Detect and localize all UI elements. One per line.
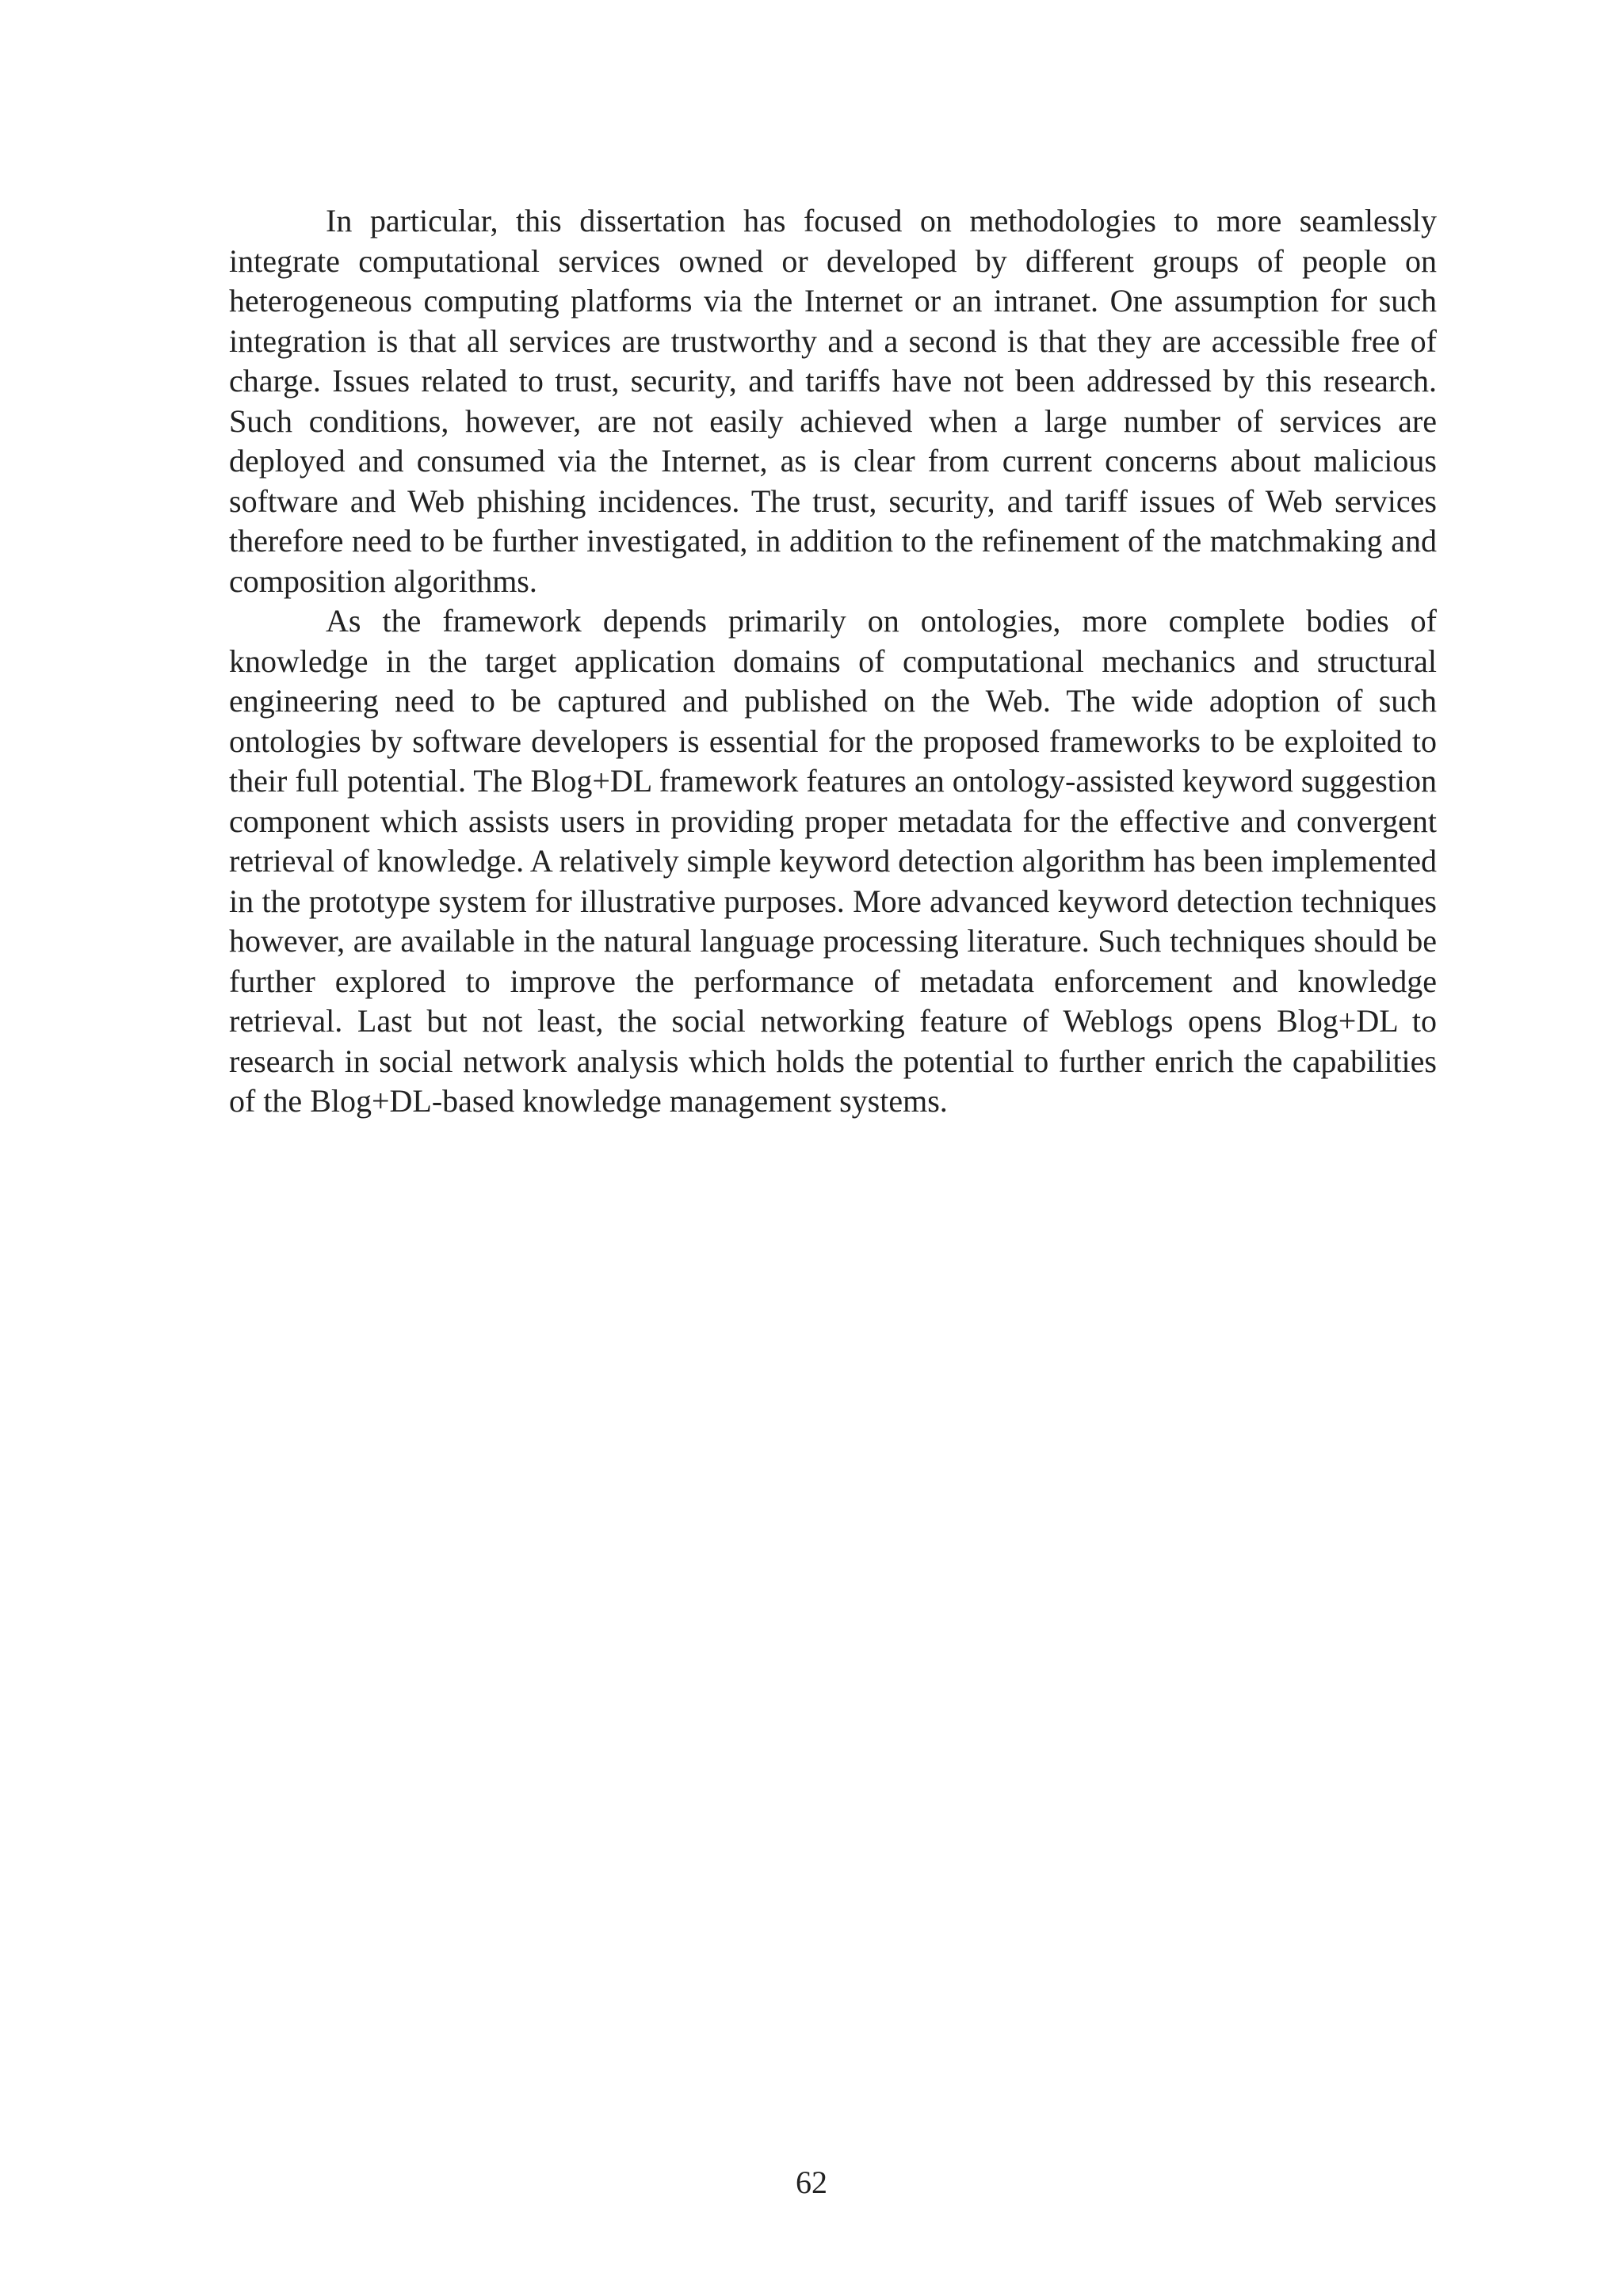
page-number: 62 bbox=[796, 2164, 827, 2200]
paragraph-trust-security: In particular, this dissertation has focused on methodologies to more seamlessly integrate computational services owned or developed by different groups of people on heterogeneous computing platforms via the Internet or an intranet. One assumption for such integration is that all services are trustworthy and a second is that they are accessible free of charge. Issues related to trust, security, and tariffs have not been addressed by this research. Such conditions, however, are not easily achieved when a large number of services are deployed and consumed via the Internet, as is clear from current concerns about malicious software and Web phishing incidences. The trust, security, and tariff issues of Web services therefore need to be further investigated, in addition to the refinement of the matchmaking and composition algorithms. bbox=[229, 203, 1437, 599]
paragraph-ontologies: As the framework depends primarily on ontologies, more complete bodies of knowledge in the target application domains of computational mechanics and structural engineering need to be captured and published on the Web. The wide adoption of such ontologies by software developers is essential for the proposed frameworks to be exploited to their full potential. The Blog+DL framework features an ontology-assisted keyword suggestion component which assists users in providing proper metadata for the effective and convergent retrieval of knowledge. A relatively simple keyword detection algorithm has been implemented in the prototype system for illustrative purposes. More advanced keyword detection techniques however, are available in the natural language processing literature. Such techniques should be further explored to improve the performance of metadata enforcement and knowledge retrieval. Last but not least, the social networking feature of Weblogs opens Blog+DL to research in social network analysis which holds the potential to further enrich the capabilities of the Blog+DL-based knowledge management systems. bbox=[229, 603, 1437, 1119]
body-text bbox=[229, 201, 1437, 1122]
